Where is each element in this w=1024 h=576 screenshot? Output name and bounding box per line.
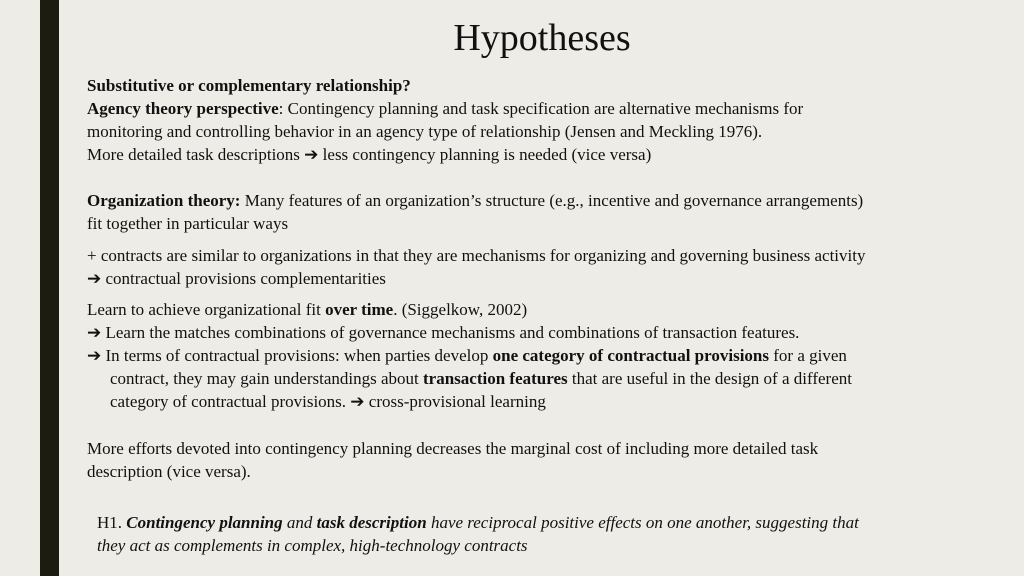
text: More detailed task descriptions xyxy=(87,145,300,164)
text: one category of contractual provisions xyxy=(492,346,769,365)
text: category of contractual provisions. xyxy=(110,392,351,411)
text: More efforts devoted into contingency planning decreases the marginal cost of including more detailed task xyxy=(87,439,819,458)
arrow-icon: ➔ xyxy=(87,323,102,342)
agency-block xyxy=(87,74,803,166)
text: Learn the matches combinations of governance mechanisms and combinations of transaction features. xyxy=(105,323,800,342)
text: monitoring and controlling behavior in an agency type of relationship (Jensen and Meckling 1976). xyxy=(87,122,763,141)
arrow-icon: ➔ xyxy=(87,346,102,365)
text: . (Siggelkow, 2002) xyxy=(393,300,528,319)
learning-block xyxy=(87,298,852,413)
text: Contingency planning xyxy=(126,513,283,532)
accent-bar xyxy=(40,0,59,576)
heading-agency: Agency theory perspective xyxy=(87,99,279,118)
text: task description xyxy=(316,513,427,532)
text: transaction features xyxy=(423,369,568,388)
text: contract, they may gain understandings about xyxy=(110,369,423,388)
heading-org-theory: Organization theory: xyxy=(87,191,241,210)
text: that are useful in the design of a different xyxy=(567,369,852,388)
text: + contracts are similar to organizations in that they are mechanisms for organizing and governing business activity xyxy=(87,246,866,265)
text: for a given xyxy=(769,346,847,365)
text: Many features of an organization’s structure (e.g., incentive and governance arrangements) xyxy=(240,191,864,210)
text: and xyxy=(282,513,317,532)
arrow-icon: ➔ xyxy=(304,145,319,164)
text: have reciprocal positive effects on one another, suggesting that xyxy=(426,513,859,532)
text: they act as complements in complex, high-technology contracts xyxy=(97,536,528,555)
text: Learn to achieve organizational fit xyxy=(87,300,326,319)
text: H1. xyxy=(97,513,127,532)
arrow-icon: ➔ xyxy=(87,269,102,288)
heading-relationship: Substitutive or complementary relationship? xyxy=(87,76,411,95)
slide-title: Hypotheses xyxy=(453,17,631,59)
text: cross-provisional learning xyxy=(368,392,546,411)
hypothesis-h1 xyxy=(97,511,859,557)
text: contractual provisions complementarities xyxy=(105,269,386,288)
text: description (vice versa). xyxy=(87,462,251,481)
org-theory-block xyxy=(87,189,863,235)
text: fit together in particular ways xyxy=(87,214,289,233)
text: In terms of contractual provisions: when parties develop xyxy=(105,346,493,365)
text: less contingency planning is needed (vice versa) xyxy=(322,145,652,164)
text: : Contingency planning and task specification are alternative mechanisms for xyxy=(278,99,804,118)
contracts-block xyxy=(87,244,865,290)
efforts-block xyxy=(87,437,818,483)
text: over time xyxy=(325,300,394,319)
arrow-icon: ➔ xyxy=(350,392,365,411)
